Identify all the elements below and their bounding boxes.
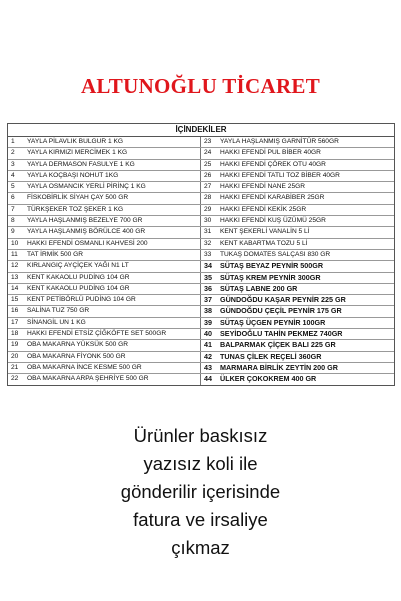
item-cell-right: [201, 273, 394, 283]
item-number: 18: [11, 330, 19, 338]
table-row: [8, 171, 394, 182]
item-name: KENT KAKAOLU PUDİNG 104 GR: [27, 284, 130, 292]
table-heading: İÇİNDEKİLER: [8, 124, 394, 137]
table-row: [8, 216, 394, 227]
item-number: 10: [11, 239, 19, 247]
item-cell-left: [8, 261, 201, 271]
item-cell-left: [8, 227, 201, 237]
item-name: SÜTAŞ ÜÇGEN PEYNİR 100GR: [220, 317, 326, 327]
item-number: 2: [11, 149, 15, 157]
item-number: 40: [204, 329, 212, 339]
item-number: 34: [204, 261, 212, 271]
item-name: HAKKI EFENDİ KARABİBER 25GR: [220, 194, 325, 202]
item-cell-right: [201, 306, 394, 316]
item-cell-left: [8, 273, 201, 283]
item-name: SÜTAŞ LABNE 200 GR: [220, 283, 298, 293]
item-name: BALPARMAK ÇİÇEK BALI 225 GR: [220, 340, 336, 350]
item-number: 16: [11, 307, 19, 315]
item-number: 32: [204, 239, 212, 247]
table-row: [8, 227, 394, 238]
item-name: TAT İRMİK 500 GR: [27, 250, 84, 258]
item-number: 7: [11, 205, 15, 213]
table-row: [8, 160, 394, 171]
item-number: 12: [11, 262, 19, 270]
item-number: 6: [11, 194, 15, 202]
item-cell-right: [201, 239, 394, 249]
item-cell-right: [201, 261, 394, 271]
item-cell-left: [8, 363, 201, 373]
item-name: HAKKI EFENDİ KUŞ ÜZÜMÜ 25GR: [220, 217, 326, 225]
item-cell-left: [8, 374, 201, 384]
item-number: 42: [204, 351, 212, 361]
item-name: YAYLA KOÇBAŞI NOHUT 1KG: [27, 171, 119, 179]
table-row: [8, 306, 394, 317]
item-name: OBA MAKARNA ARPA ŞEHRİYE 500 GR: [27, 375, 149, 383]
item-name: KENT ŞEKERLİ VANALİN 5 Lİ: [220, 228, 310, 236]
item-cell-left: [8, 137, 201, 147]
item-name: HAKKI EFENDİ NANE 25GR: [220, 183, 306, 191]
item-name: SİNANGİL UN 1 KG: [27, 318, 86, 326]
item-name: YAYLA KIRMIZI MERCİMEK 1 KG: [27, 149, 128, 157]
item-number: 24: [204, 149, 212, 157]
item-number: 41: [204, 340, 212, 350]
item-number: 8: [11, 217, 15, 225]
item-number: 25: [204, 160, 212, 168]
item-cell-right: [201, 171, 394, 181]
item-cell-left: [8, 148, 201, 158]
note-line: Ürünler baskısız: [133, 425, 268, 446]
item-cell-right: [201, 193, 394, 203]
item-name: YAYLA HAŞLANMIŞ BEZELYE 700 GR: [27, 217, 143, 225]
item-number: 44: [204, 374, 212, 384]
item-number: 19: [11, 341, 19, 349]
item-number: 9: [11, 228, 15, 236]
item-number: 22: [11, 375, 19, 383]
table-row: [8, 205, 394, 216]
item-cell-left: [8, 306, 201, 316]
item-name: YAYLA PİLAVLIK BULGUR 1 KG: [27, 138, 124, 145]
item-cell-left: [8, 160, 201, 170]
item-cell-left: [8, 284, 201, 294]
item-cell-left: [8, 329, 201, 339]
item-name: TUNAS ÇİLEK REÇELİ 360GR: [220, 351, 322, 361]
table-body: [8, 137, 394, 385]
item-number: 15: [11, 296, 19, 304]
item-cell-left: [8, 318, 201, 328]
table-row: [8, 239, 394, 250]
table-row: [8, 137, 394, 148]
item-name: OBA MAKARNA İNCE KESME 500 GR: [27, 363, 142, 371]
item-number: 30: [204, 217, 212, 225]
page-title: ALTUNOĞLU TİCARET: [80, 74, 321, 98]
table-row: [8, 340, 394, 351]
table-row: [8, 250, 394, 261]
item-cell-right: [201, 137, 394, 147]
item-cell-right: [201, 374, 394, 384]
item-name: HAKKI EFENDİ ÇÖREK OTU 40GR: [220, 160, 326, 168]
item-name: YAYLA DERMASON FASULYE 1 KG: [27, 160, 135, 168]
item-cell-right: [201, 352, 394, 362]
item-cell-right: [201, 295, 394, 305]
item-number: 20: [11, 352, 19, 360]
item-number: 29: [204, 205, 212, 213]
item-name: HAKKI EFENDİ ETSİZ ÇİĞKÖFTE SET 500GR: [27, 330, 167, 338]
item-name: MARMARA BİRLİK ZEYTİN 200 GR: [220, 362, 338, 372]
item-cell-left: [8, 352, 201, 362]
item-name: ÜLKER ÇOKOKREM 400 GR: [220, 374, 317, 384]
item-name: KIRLANGIÇ AYÇİÇEK YAĞI N1 LT: [27, 262, 129, 270]
note-line: fatura ve irsaliye: [133, 509, 268, 530]
item-number: 33: [204, 250, 212, 258]
item-name: YAYLA OSMANCIK YERLİ PİRİNÇ 1 KG: [27, 183, 146, 191]
item-name: SÜTAŞ KREM PEYNİR 300GR: [220, 272, 321, 282]
item-name: YAYLA HAŞLANMIŞ GARNİTÜR 560GR: [220, 138, 339, 145]
item-number: 4: [11, 171, 15, 179]
item-number: 28: [204, 194, 212, 202]
item-number: 27: [204, 183, 212, 191]
table-row: [8, 182, 394, 193]
table-row: [8, 148, 394, 159]
table-row: [8, 363, 394, 374]
item-name: OBA MAKARNA FİYONK 500 GR: [27, 352, 126, 360]
item-name: KENT KABARTMA TOZU 5 Lİ: [220, 239, 308, 247]
item-name: GÜNDOĞDU ÇEÇİL PEYNİR 175 GR: [220, 306, 342, 316]
item-cell-right: [201, 284, 394, 294]
item-cell-left: [8, 193, 201, 203]
table-row: [8, 329, 394, 340]
item-name: SALİNA TUZ 750 GR: [27, 307, 90, 315]
item-cell-right: [201, 227, 394, 237]
item-name: TÜRKŞEKER TOZ ŞEKER 1 KG: [27, 205, 124, 213]
item-number: 11: [11, 250, 18, 258]
item-cell-right: [201, 148, 394, 158]
item-cell-left: [8, 205, 201, 215]
item-cell-right: [201, 205, 394, 215]
item-number: 17: [11, 318, 19, 326]
item-cell-left: [8, 171, 201, 181]
note-line: gönderilir içerisinde: [120, 481, 281, 502]
item-cell-right: [201, 250, 394, 260]
item-name: SÜTAŞ BEYAZ PEYNİR 500GR: [220, 261, 324, 271]
item-number: 26: [204, 171, 212, 179]
item-cell-left: [8, 216, 201, 226]
table-row: [8, 318, 394, 329]
item-number: 31: [204, 228, 212, 236]
table-row: [8, 193, 394, 204]
item-name: YAYLA HAŞLANMIŞ BÖRÜLCE 400 GR: [27, 228, 146, 236]
item-number: 1: [11, 138, 15, 145]
item-number: 23: [204, 138, 212, 145]
table-row: [8, 295, 394, 306]
table-row: [8, 273, 394, 284]
item-number: 38: [204, 306, 212, 316]
table-row: [8, 352, 394, 363]
shipping-note: [0, 422, 401, 562]
item-cell-left: [8, 182, 201, 192]
item-number: 5: [11, 183, 15, 191]
item-number: 43: [204, 362, 212, 372]
item-number: 3: [11, 160, 15, 168]
item-cell-right: [201, 182, 394, 192]
item-name: TUKAŞ DOMATES SALÇASI 830 GR: [220, 250, 331, 258]
item-number: 35: [204, 272, 212, 282]
item-cell-left: [8, 239, 201, 249]
item-name: KENT PETİBÖRLÜ PUDİNG 104 GR: [27, 296, 136, 304]
table-row: [8, 261, 394, 272]
item-cell-left: [8, 250, 201, 260]
item-cell-right: [201, 160, 394, 170]
item-cell-right: [201, 329, 394, 339]
item-number: 36: [204, 283, 212, 293]
item-cell-right: [201, 363, 394, 373]
item-name: HAKKI EFENDİ KEKİK 25GR: [220, 205, 307, 213]
table-row: [8, 374, 394, 384]
item-name: HAKKI EFENDİ OSMANLI KAHVESİ 200: [27, 239, 148, 247]
item-cell-left: [8, 340, 201, 350]
item-name: SEYİDOĞLU TAHİN PEKMEZ 740GR: [220, 329, 343, 339]
item-cell-right: [201, 318, 394, 328]
item-name: FİSKOBİRLİK SİYAH ÇAY 500 GR: [27, 194, 129, 202]
item-number: 13: [11, 273, 19, 281]
note-line: çıkmaz: [171, 537, 230, 558]
item-cell-left: [8, 295, 201, 305]
item-name: HAKKI EFENDİ PUL BİBER 40GR: [220, 149, 321, 157]
item-number: 37: [204, 295, 212, 305]
item-cell-right: [201, 216, 394, 226]
item-cell-right: [201, 340, 394, 350]
item-number: 21: [11, 363, 19, 371]
item-name: OBA MAKARNA YÜKSÜK 500 GR: [27, 341, 129, 349]
item-number: 14: [11, 284, 19, 292]
note-line: yazısız koli ile: [143, 453, 258, 474]
contents-table: [7, 123, 395, 386]
item-name: KENT KAKAOLU PUDİNG 104 GR: [27, 273, 130, 281]
item-number: 39: [204, 317, 212, 327]
item-name: GÜNDOĞDU KAŞAR PEYNİR 225 GR: [220, 295, 346, 305]
item-name: HAKKI EFENDİ TATLI TOZ BİBER 40GR: [220, 171, 340, 179]
table-row: [8, 284, 394, 295]
